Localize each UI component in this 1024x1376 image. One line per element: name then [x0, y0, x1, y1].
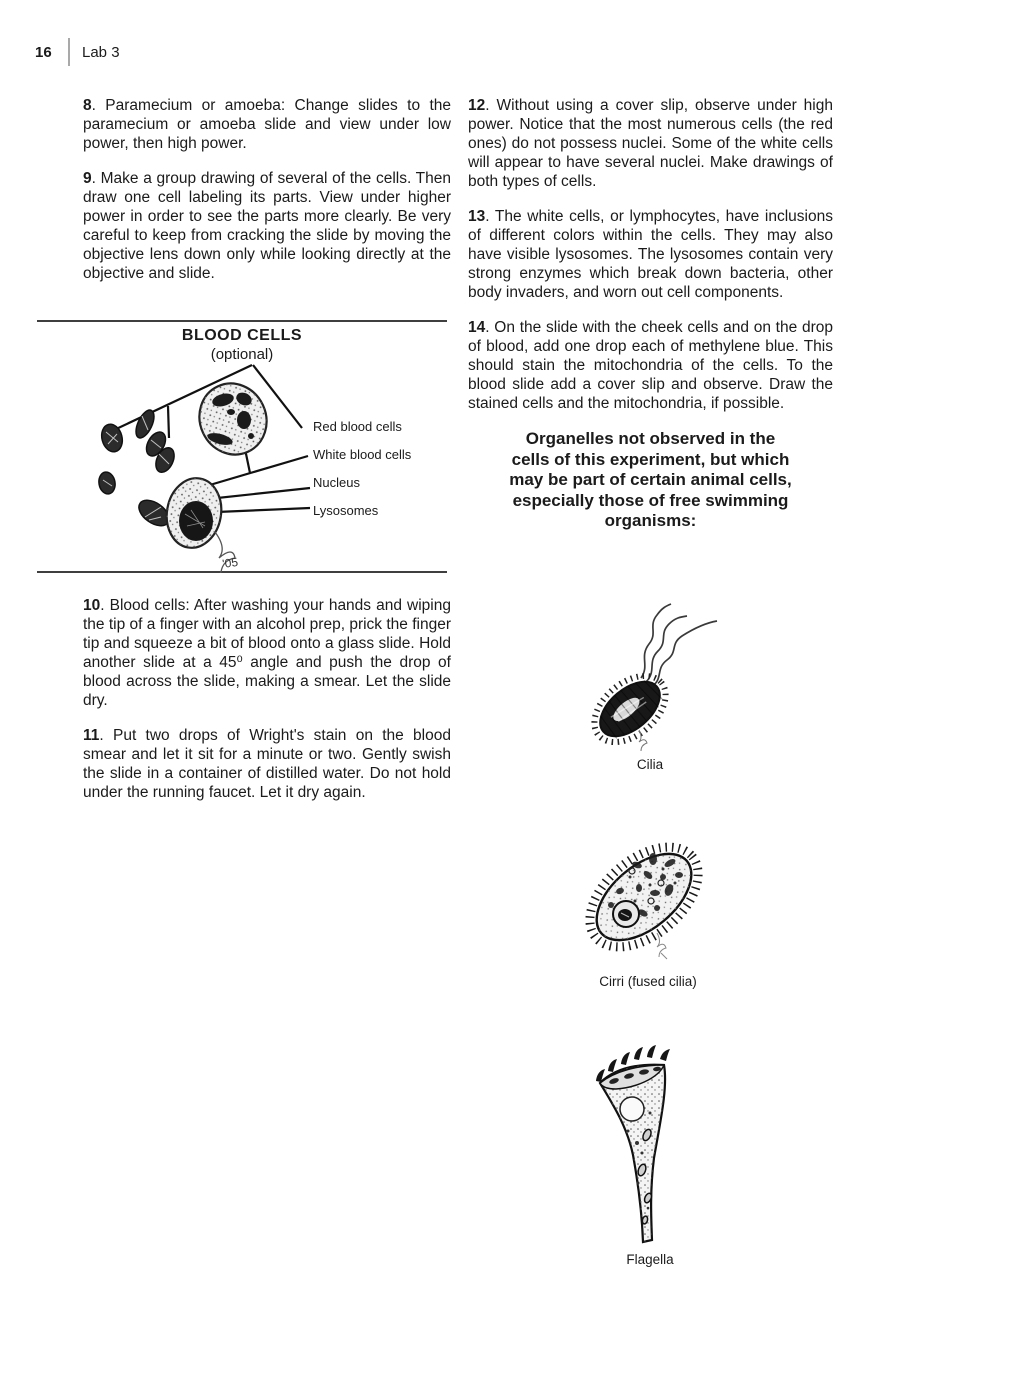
artist-signature	[215, 532, 239, 573]
step-10-number: 10	[83, 597, 101, 614]
step-11-number: 11	[83, 727, 100, 744]
label-white-blood-cells: White blood cells	[313, 447, 412, 462]
step-13-number: 13	[468, 208, 486, 225]
heading-line: especially those of free swimming	[512, 490, 789, 510]
step-8-number: 8	[83, 97, 92, 114]
figure-subtitle: (optional)	[210, 346, 274, 363]
cilia-strands	[641, 604, 717, 687]
step-14	[468, 318, 833, 413]
blood-cells-illustration	[37, 362, 447, 573]
step-9	[83, 169, 451, 283]
step-10-text: . Blood cells: After washing your hands and wiping the tip of a finger with an alcohol prep, prick the finger tip and squeeze a bit of blood onto a glass slide. Hold another slide at a 45⁰ angle and push the drop of blood across the slide, making a smear. Let the slide dry.	[83, 597, 451, 709]
red-blood-cells-drawing	[97, 407, 178, 530]
svg-text:'05: '05	[221, 554, 239, 571]
step-14-number: 14	[468, 319, 486, 336]
heading-line: may be part of certain animal cells,	[509, 470, 792, 489]
artist-signature	[639, 730, 647, 751]
lab-title: Lab 3	[82, 44, 120, 61]
white-blood-cell-upper	[188, 372, 278, 465]
cirri-illustration	[575, 833, 795, 973]
right-column	[468, 96, 833, 532]
step-8	[83, 96, 451, 153]
cirri-caption: Cirri (fused cilia)	[599, 974, 697, 989]
step-9-text: . Make a group drawing of several of the cells. Then draw one cell labeling its parts. View under higher power in order to see the parts more clearly. Be very careful to keep from cracking the slide by moving the objective lens down only while looking directly at the objective and slide.	[83, 170, 451, 282]
heading-line: Organelles not observed in the	[525, 429, 776, 448]
step-10	[83, 596, 451, 710]
figure-title: BLOOD CELLS	[181, 327, 303, 344]
heading-line: organisms:	[604, 511, 697, 530]
step-13-text: . The white cells, or lymphocytes, have inclusions of different colors within the cells. They may also have visible lysosomes. The lysosomes contain very strong enzymes which break down bacteria, other body invaders, and worn out cell components.	[468, 208, 833, 301]
left-column-top	[83, 96, 451, 283]
step-11	[83, 726, 451, 802]
header-divider	[68, 38, 70, 66]
label-lysosomes: Lysosomes	[313, 503, 379, 518]
step-12	[468, 96, 833, 191]
heading-line: cells of this experiment, but which	[511, 449, 790, 469]
artist-signature	[657, 933, 667, 959]
step-13	[468, 207, 833, 302]
organelles-heading	[468, 429, 833, 532]
label-nucleus: Nucleus	[313, 475, 360, 490]
flagella-body	[596, 1045, 670, 1242]
cirri-nucleus	[613, 901, 639, 927]
step-8-text: . Paramecium or amoeba: Change slides to the paramecium or amoeba slide and view under low power, then high power.	[83, 97, 451, 152]
step-11-text: . Put two drops of Wright's stain on the blood smear and let it sit for a minute or two. Gently swish the slide in a container of distilled water. Do not hold under the running faucet. Let it dry again.	[83, 727, 451, 801]
vacuole	[620, 1097, 644, 1121]
page-number: 16	[35, 44, 52, 61]
flagella-caption: Flagella	[626, 1252, 674, 1267]
label-red-blood-cells: Red blood cells	[313, 419, 402, 434]
step-14-text: . On the slide with the cheek cells and on the drop of blood, add one drop each of methylene blue. This should stain the mitochondria of the cells. To the blood slide add a cover slip and observe. Draw the stained cells and the mitochondria, if possible.	[468, 319, 833, 412]
step-12-number: 12	[468, 97, 486, 114]
white-blood-cell-lower	[161, 474, 226, 552]
cilia-illustration	[565, 593, 775, 758]
left-column-bottom	[83, 596, 451, 802]
step-12-text: . Without using a cover slip, observe under high power. Notice that the most numerous cells (the red ones) do not possess nuclei. Some of the white cells will appear to have several nuclei. Make drawings of both types of cells.	[468, 97, 833, 190]
cilia-caption: Cilia	[636, 757, 664, 772]
flagella-illustration	[580, 1043, 720, 1253]
step-9-number: 9	[83, 170, 92, 187]
blood-cells-figure	[37, 320, 447, 573]
